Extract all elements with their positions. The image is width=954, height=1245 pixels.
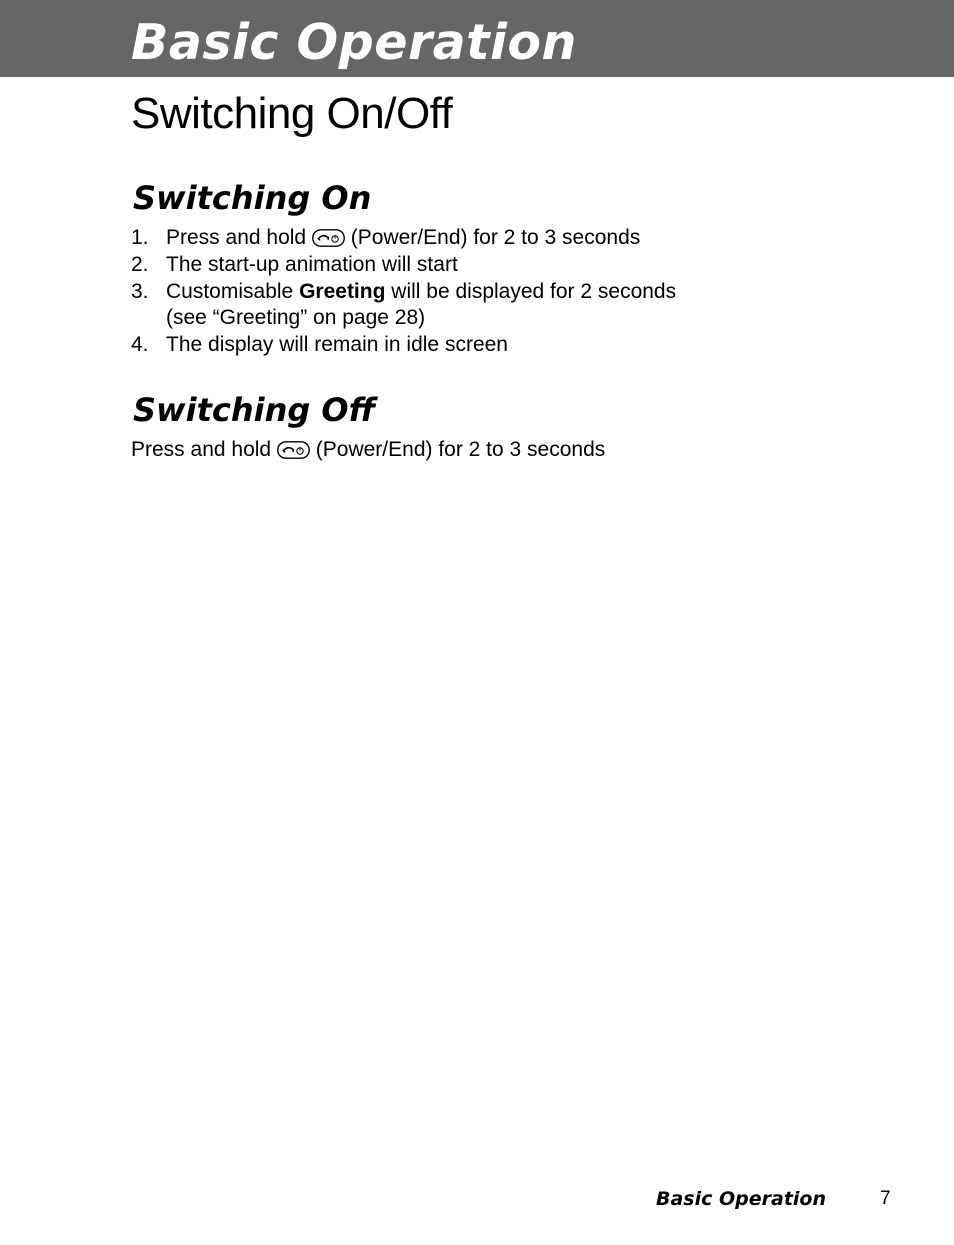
list-item	[131, 279, 676, 333]
list-item	[131, 332, 676, 359]
step-number: 3.	[131, 279, 149, 303]
power-end-key-icon	[312, 228, 345, 246]
greeting-term: Greeting	[299, 279, 386, 303]
step-text: Customisable Greeting will be displayed for 2 seconds (see “Greeting” on page 28)	[166, 279, 677, 330]
step-text: The start-up animation will start	[166, 252, 458, 276]
step-text: Press and hold (Power/End) for 2 to 3 seconds	[166, 226, 641, 249]
step-number: 1.	[131, 226, 149, 249]
step-number: 2.	[131, 252, 149, 276]
switching-off-instruction: Press and hold (Power/End) for 2 to 3 seconds	[131, 438, 606, 461]
step-text: The display will remain in idle screen	[166, 333, 508, 357]
chapter-title: Basic Operation	[131, 14, 577, 71]
section-heading-switching-on: Switching On	[133, 179, 372, 217]
switching-on-steps	[131, 225, 676, 359]
cross-reference: (see “Greeting” on page 28)	[166, 306, 426, 330]
page-number: 7	[880, 1188, 891, 1209]
page-title: Switching On/Off	[131, 89, 453, 138]
step-number: 4.	[131, 333, 149, 357]
power-end-key-icon	[277, 440, 310, 458]
list-item	[131, 252, 676, 279]
section-heading-switching-off: Switching Off	[133, 391, 376, 429]
footer-chapter-title: Basic Operation	[656, 1188, 827, 1210]
list-item	[131, 225, 676, 252]
